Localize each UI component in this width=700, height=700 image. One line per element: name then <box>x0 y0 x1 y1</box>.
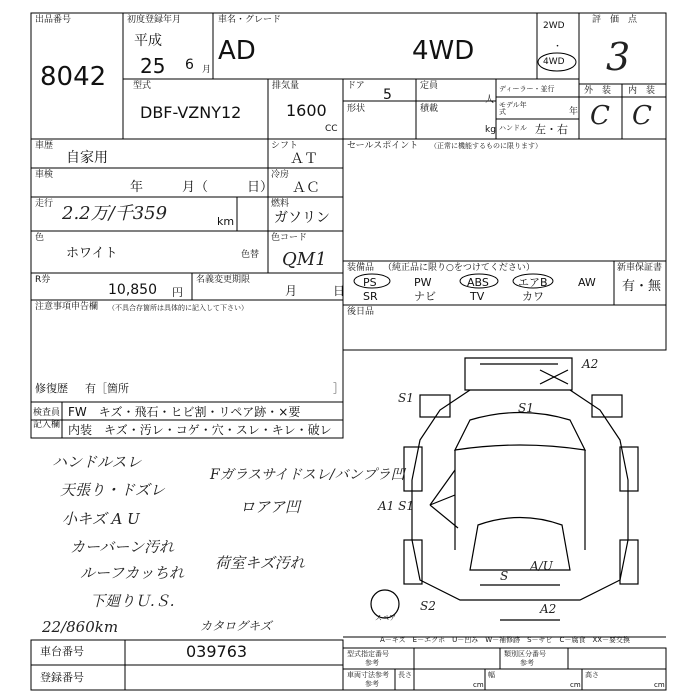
color-change-label: 色替 <box>241 250 260 260</box>
drive-dot: ・ <box>553 42 563 52</box>
width-label: 幅 <box>488 671 495 679</box>
mark-s-rear: S <box>500 569 509 583</box>
mark-a2-top: A2 <box>582 357 599 371</box>
expiry: 月 日 <box>285 284 346 298</box>
note-left-3: 小キズ A U <box>62 510 140 528</box>
ac-label: 冷房 <box>271 170 290 180</box>
mark-a1-s1: A1 S1 <box>378 499 414 513</box>
new-card-value: 有・無 <box>622 279 662 294</box>
model-year-unit: 年 <box>569 107 579 117</box>
equip-ps: PS <box>363 276 377 289</box>
exterior-grade: C <box>590 101 610 131</box>
chassis-number: 039763 <box>186 642 248 661</box>
year: 25 <box>140 54 166 78</box>
dealer-label: ディーラー・並行 <box>499 85 555 93</box>
grade-label: 評 価 点 <box>592 15 638 25</box>
model-label: 型式 <box>133 81 152 91</box>
equip-tv: TV <box>470 290 485 303</box>
length-label: 長さ <box>398 671 412 679</box>
notes-label: 注意事項申告欄 <box>35 302 99 312</box>
equip-airbag: エアB <box>518 276 548 289</box>
class-num-ref: 参考 <box>520 659 534 667</box>
era: 平成 <box>134 33 162 49</box>
car-name: AD <box>218 36 256 66</box>
shift: ＡＴ <box>290 151 318 167</box>
handle-label: ハンドル <box>499 124 527 132</box>
interior-label: 内 装 <box>628 86 656 96</box>
model-year-label: モデル年式 <box>499 101 527 116</box>
color-code-label: 色コード <box>271 233 308 243</box>
mark-s2: S2 <box>420 599 436 613</box>
mileage: 2.2万/千359 <box>62 203 168 224</box>
drive-2wd: 2WD <box>543 21 565 31</box>
displacement: 1600 <box>286 101 327 120</box>
door-label: ドア <box>347 81 365 91</box>
lot-label: 出品番号 <box>35 15 72 25</box>
kg-unit: kg <box>485 125 496 135</box>
lot-number: 8042 <box>40 62 107 92</box>
note-left-1: ハンドルスレ <box>52 453 142 471</box>
equip-kawa: カワ <box>522 290 544 303</box>
history-label: 車歴 <box>35 141 54 151</box>
recycle-label: R券 <box>35 275 51 285</box>
equip-aw: AW <box>578 276 596 289</box>
equip-sr: SR <box>363 290 378 303</box>
load-label: 積載 <box>420 104 439 114</box>
fuel: ガソリン <box>274 210 330 226</box>
height-label: 高さ <box>585 671 599 679</box>
type-num-ref: 参考 <box>365 659 379 667</box>
new-card-label: 新車保証書 <box>617 263 663 273</box>
reg-label: 登録番号 <box>40 671 84 684</box>
spare-label: スペア <box>375 614 396 622</box>
handle-value: 左・右 <box>535 123 568 136</box>
note-right-1: Fガラスサイドスレ/バンプラ凹 <box>210 467 405 483</box>
fuel-label: 燃料 <box>271 199 290 209</box>
month: 6 <box>185 57 194 73</box>
km-unit: km <box>217 215 235 228</box>
doors: 5 <box>383 87 392 103</box>
mark-s1-left: S1 <box>398 391 414 405</box>
equip-pw: PW <box>414 276 432 289</box>
history: 自家用 <box>66 150 108 166</box>
mark-au-rear: A/U <box>530 559 553 573</box>
exterior-label: 外 装 <box>584 86 612 96</box>
mark-a2-bottom: A2 <box>540 602 557 616</box>
repair-close: ］ <box>333 382 344 395</box>
note-left-5: ルーフカッちれ <box>80 564 184 582</box>
month-unit: 月 <box>202 65 212 75</box>
type-num-label: 型式指定番号 <box>347 650 389 658</box>
inspector-row1: FW キズ・飛石・ヒビ割・リペア跡・×要 <box>68 405 301 419</box>
grade-value: 3 <box>606 35 631 79</box>
repair-label: 修復歴 <box>35 382 68 395</box>
equip-abs: ABS <box>467 276 489 289</box>
chassis-label: 車台番号 <box>40 645 84 658</box>
repair-value: 有［箇所 <box>85 382 129 395</box>
size-ref: 参考 <box>365 680 379 688</box>
damage-legend: A－キズ E－エクボ U－凹み W－補修跡 S－サビ C－腐食 XX－要交換 <box>380 636 631 644</box>
notes-sub: （不具合存箇所は具体的に記入して下さい） <box>108 304 248 312</box>
car-name-label: 車名・グレード <box>218 15 282 25</box>
color-label: 色 <box>35 233 45 243</box>
inspector-label: 検査員記入欄 <box>33 408 61 430</box>
note-left-7: 22/860km <box>42 618 119 636</box>
note-left-6: 下廻りＵ.Ｓ. <box>90 592 175 610</box>
aftermarket-label: 後日品 <box>347 307 375 317</box>
color-code: QM1 <box>282 249 327 270</box>
note-left-4: カーバーン汚れ <box>70 538 174 556</box>
cc-unit: CC <box>325 124 338 134</box>
drive-4wd: 4WD <box>543 57 565 67</box>
note-right-2: ロアア凹 <box>240 498 301 516</box>
mileage-label: 走行 <box>35 199 54 209</box>
expiry-label: 名義変更期限 <box>196 275 251 285</box>
model-code: DBF-VZNY12 <box>140 103 242 122</box>
shift-label: シフト <box>271 141 299 151</box>
inspector-row2: 内装 キズ・汚レ・コゲ・穴・スレ・キレ・破レ <box>68 423 332 437</box>
length-unit: cm <box>473 681 484 689</box>
displacement-label: 排気量 <box>272 81 300 91</box>
inspection: 年 月（ 日） <box>130 180 274 195</box>
capacity-label: 定員 <box>420 81 439 91</box>
person-unit: 人 <box>485 95 495 105</box>
width-unit: cm <box>570 681 581 689</box>
shape-label: 形状 <box>347 104 366 114</box>
first-reg-label: 初度登録年月 <box>127 15 182 25</box>
height-unit: cm <box>654 681 665 689</box>
inspection-label: 車検 <box>35 170 54 180</box>
note-right-3: 荷室キズ汚れ <box>215 554 305 572</box>
color: ホワイト <box>66 246 118 261</box>
equipment-label: 装備品 <box>347 263 375 273</box>
mark-s1-roof: S1 <box>518 401 534 415</box>
size-label: 車両寸法参考 <box>347 671 389 679</box>
sales-point-sub: （正常に機能するものに限ります） <box>430 142 542 150</box>
drive-type: 4WD <box>412 36 475 66</box>
class-num-label: 類別区分番号 <box>504 650 546 658</box>
interior-grade: C <box>632 101 652 131</box>
note-bottom: カタログキズ <box>200 619 272 633</box>
sales-point-label: セールスポイント <box>347 141 419 151</box>
equipment-sub: （純正品に限り○をつけてください） <box>383 263 535 273</box>
recycle-amount: 10,850 <box>108 282 157 298</box>
note-left-2: 天張り・ドズレ <box>60 481 165 499</box>
ac: ＡＣ <box>292 180 320 196</box>
equip-navi: ナビ <box>414 290 436 303</box>
yen-unit: 円 <box>172 286 183 299</box>
